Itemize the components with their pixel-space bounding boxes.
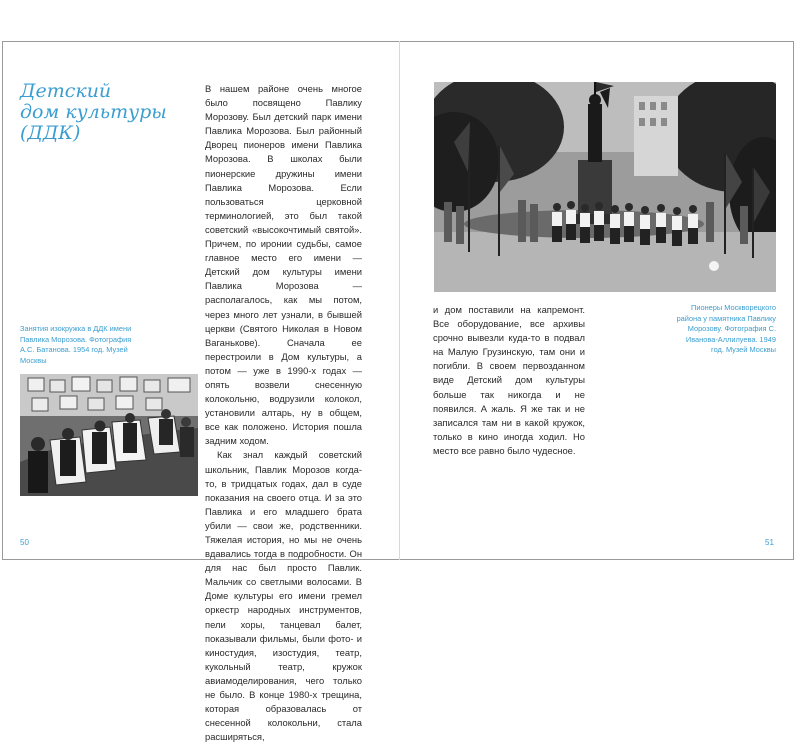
text-column-left bbox=[205, 82, 362, 744]
chapter-title bbox=[20, 81, 190, 144]
title-line-2: дом культуры bbox=[20, 101, 167, 123]
title-line-1: Детский bbox=[20, 80, 112, 102]
paragraph: В нашем районе очень многое было посвящено Павлику Морозову. Был детский парк имени Павлика Морозова. Был районный Дворец пионеров имени Павлика Морозова. В школах были пионерские дружины имени Павлика Морозова. Если пользоваться церковной терминологией, это был такой советский «высокочтимый святой». Причем, по иронии судьбы, самое главное место его имени — Детский дом культуры имени Павлика Морозова — располагалось, как мы потом, через много лет узнали, в бывшей церкви (Святого Николая в Новом Ваганькове). Сначала ее перестроили в Дом культуры, а потом — уже в 1990-х годах — опять возвели снесенную колокольню, водрузили колокол, установили алтарь, ну в общем, все как положено. История пошла задним ходом. bbox=[205, 83, 362, 447]
paragraph: и дом поставили на капремонт. Все оборудование, все архивы срочно вывезли куда-то в подвал на Малую Грузинскую, там они и погибли. В своем первозданном виде Детский дом культуры больше так никогда и не появился. А жаль. Я же так и не записался там ни в какой кружок, только в кино иногда ходил. Но место все равно было чудесное. bbox=[433, 304, 585, 456]
photo-caption-right: Пионеры Москворецкого района у памятника Павлику Морозову. Фотография С. Иванова-Аллилуева. 1949 год. Музей Москвы bbox=[676, 303, 776, 355]
page-gutter bbox=[399, 41, 400, 560]
art-class-photo bbox=[20, 374, 198, 496]
pioneers-monument-photo bbox=[434, 82, 776, 292]
title-line-3: (ДДК) bbox=[20, 122, 81, 144]
paragraph: Как знал каждый советский школьник, Павлик Морозов когда-то, в тридцатых годах, дал в суде показания на своего отца. И за это Павлика и его младшего брата убили — свои же, родственники. Тяжелая история, но мы не очень вдавались тогда в подробности. Он для нас был просто Павлик. Мальчик со светлыми волосами. В Доме культуры его имени гремел оркестр народных инструментов, пели хоры, танцевал балет, показывали фильмы, были фото- и киностудия, изостудия, театр, кукольный театр, кружок авиамоделирования, чего только не было. В конце 1980-х трещина, которая образовалась от снесенной колокольни, стала расширяться, bbox=[205, 449, 362, 743]
photo-caption-left: Занятия изокружка в ДДК имени Павлика Морозова. Фотография А.С. Батанова. 1954 год. Музей Москвы bbox=[20, 324, 132, 365]
text-column-right bbox=[433, 303, 585, 458]
page-number-right: 51 bbox=[765, 538, 774, 547]
page-number-left: 50 bbox=[20, 538, 29, 547]
